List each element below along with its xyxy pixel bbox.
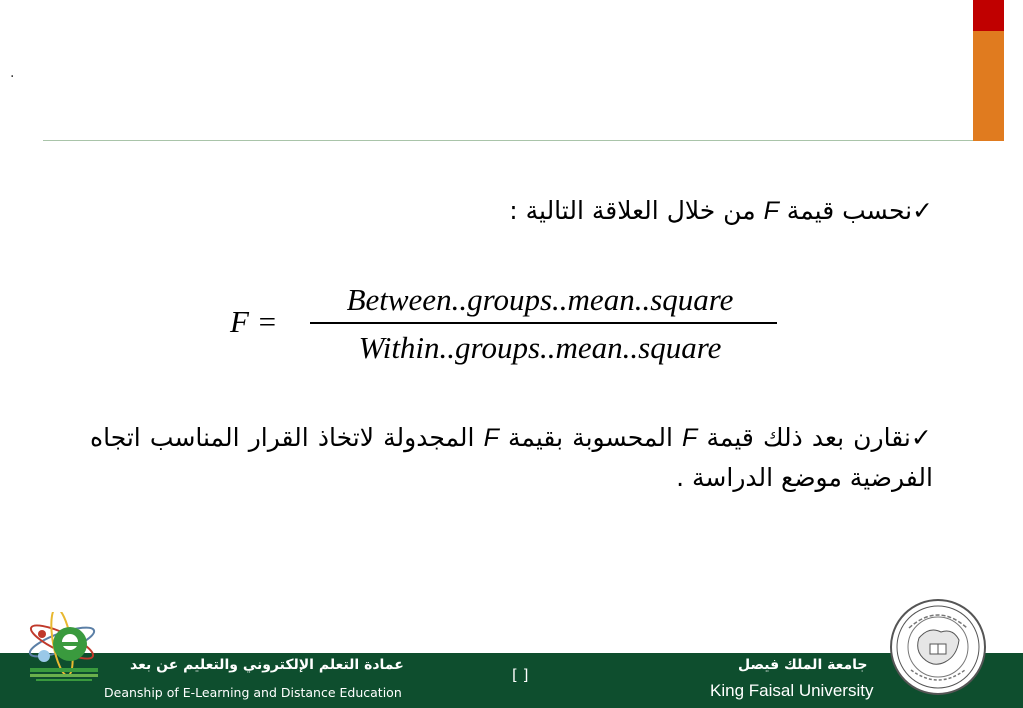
- accent-bar-red: [973, 0, 1004, 31]
- bullet-compute-f: [333, 196, 933, 226]
- bullet1-text-after: من خلال العلاقة التالية :: [509, 196, 756, 225]
- deanship-arabic: عمادة التعلم الإلكتروني والتعليم عن بعد: [130, 657, 404, 673]
- elearning-logo-icon: [22, 612, 106, 686]
- bullet2-part2: المحسوبة بقيمة: [508, 423, 673, 452]
- header-divider: [43, 140, 973, 141]
- accent-bar-orange: [973, 31, 1004, 141]
- university-english: King Faisal University: [710, 681, 874, 700]
- formula-numerator: Between..groups..mean..square: [346, 282, 734, 317]
- checkmark-icon: ✓: [912, 196, 933, 225]
- checkmark-icon: ✓: [910, 423, 933, 452]
- formula-denominator: Within..groups..mean..square: [358, 330, 722, 365]
- bullet2-part1: نقارن بعد ذلك قيمة: [706, 423, 911, 452]
- university-arabic: جامعة الملك فيصل: [738, 657, 868, 673]
- footer-bar: [0, 653, 1023, 708]
- f-variable: F: [763, 197, 779, 225]
- university-seal-icon: [889, 598, 987, 696]
- page-number: [ ]: [512, 666, 529, 684]
- bullet1-text-before: نحسب قيمة: [786, 196, 913, 225]
- bullet-compare-f: [90, 418, 933, 498]
- bullet2-part3: المجدولة لاتخاذ القرار المناسب اتجاه الفرضية موضع الدراسة .: [90, 423, 933, 492]
- fraction-bar: [310, 322, 777, 324]
- f-variable: F: [682, 424, 698, 452]
- deanship-english: Deanship of E-Learning and Distance Education: [104, 685, 402, 700]
- formula-lhs: F =: [230, 304, 278, 339]
- f-ratio-formula: [230, 282, 790, 372]
- corner-mark: .: [10, 65, 15, 81]
- f-variable: F: [483, 424, 499, 452]
